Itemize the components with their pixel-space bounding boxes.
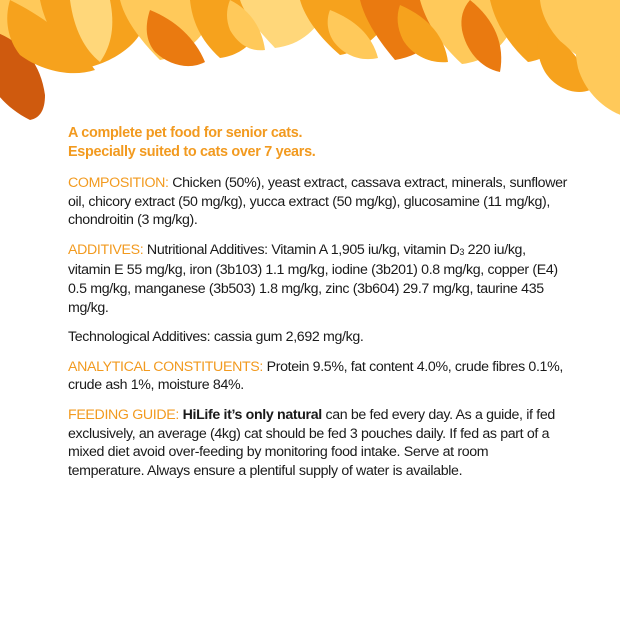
analytical-section — [68, 358, 568, 395]
intro-line-2: Especially suited to cats over 7 years. — [68, 144, 316, 160]
intro-line-1: A complete pet food for senior cats. — [68, 125, 303, 141]
composition-text: Chicken (50%), yeast extract, cassava extract, minerals, sunflower oil, chicory extract (50 mg/kg), yucca extract (50 mg/kg), glucosamine (11 mg/kg), chondroitin (3 mg/kg). — [68, 175, 568, 229]
analytical-label: ANALYTICAL CONSTITUENTS: — [68, 358, 263, 375]
additives-label: ADDITIVES: — [68, 241, 144, 258]
additives-text-start: Nutritional Additives: Vitamin A 1,905 iu/kg, vitamin D — [143, 241, 460, 258]
additives-text-end: 220 iu/kg, vitamin E 55 mg/kg, iron (3b103) 1.1 mg/kg, iodine (3b201) 0.8 mg/kg, copper (E4) 0.5 mg/kg, manganese (3b503) 1.8 mg/kg, zinc (3b604) 29.7 mg/kg, taurine 435 mg/kg. — [68, 241, 558, 316]
feeding-brand: HiLife it’s only natural — [178, 406, 322, 423]
analytical-text: Protein 9.5%, fat content 4.0%, crude fibres 0.1%, crude ash 1%, moisture 84%. — [68, 358, 563, 394]
feeding-section — [68, 406, 568, 480]
intro-statement — [68, 124, 568, 162]
composition-label: COMPOSITION: — [68, 175, 169, 191]
orange-leaves-banner — [0, 0, 620, 120]
feeding-label: FEEDING GUIDE: — [68, 406, 179, 423]
vitamin-d-subscript: 3 — [459, 246, 465, 257]
technological-additives: Technological Additives: cassia gum 2,692 mg/kg. — [68, 329, 364, 346]
product-info — [68, 124, 568, 491]
feeding-text: can be fed every day. As a guide, if fed exclusively, an average (4kg) cat should be fed 3 pouches daily. If fed as part of a mixed diet avoid over-feeding by monitoring food intake. Serve at room temperature. Always ensure a plentiful supply of water is available. — [68, 406, 555, 479]
additives-section — [68, 241, 568, 317]
composition-section — [68, 174, 568, 230]
